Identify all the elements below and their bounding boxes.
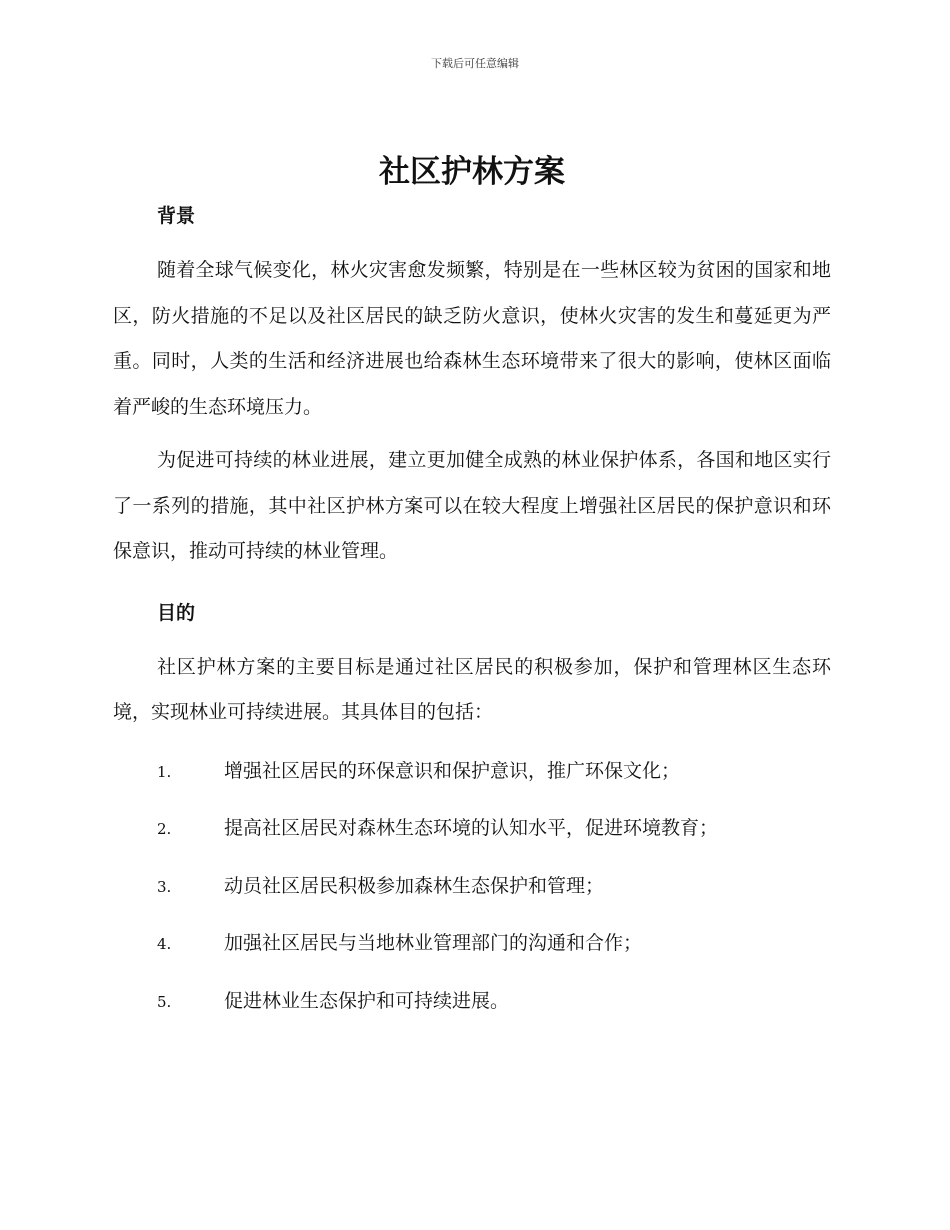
list-item-text: 增强社区居民的环保意识和保护意识，推广环保文化； bbox=[224, 759, 681, 782]
list-item bbox=[113, 756, 831, 814]
list-item-text: 提高社区居民对森林生态环境的认知水平，促进环境教育； bbox=[224, 817, 719, 839]
list-item-text: 加强社区居民与当地林业管理部门的沟通和合作； bbox=[224, 932, 643, 954]
background-paragraph: 随着全球气候变化，林火灾害愈发频繁，特别是在一些林区较为贫困的国家和地区，防火措施的不足以及社区居民的缺乏防火意识，使林火灾害的发生和蔓延更为严重。同时，人类的生活和经济进展也给森林生态环境带来了很大的影响，使林区面临着严峻的生态环境压力。 bbox=[113, 259, 831, 418]
list-item bbox=[113, 986, 831, 1044]
section-heading-background: 背景 bbox=[157, 205, 196, 227]
background-paragraph: 为促进可持续的林业进展，建立更加健全成熟的林业保护体系，各国和地区实行了一系列的措施，其中社区护林方案可以在较大程度上增强社区居民的保护意识和环保意识，推动可持续的林业管理。 bbox=[113, 449, 831, 562]
list-item-text: 动员社区居民积极参加森林生态保护和管理； bbox=[224, 874, 605, 897]
header-note: 下载后可任意编辑 bbox=[431, 57, 519, 70]
document-body bbox=[113, 150, 831, 1043]
purpose-list bbox=[113, 756, 831, 1044]
section-heading-purpose: 目的 bbox=[157, 601, 196, 624]
list-item-text: 促进林业生态保护和可持续进展。 bbox=[224, 989, 510, 1012]
purpose-paragraph: 社区护林方案的主要目标是通过社区居民的积极参加，保护和管理林区生态环境，实现林业可持续进展。其具体目的包括： bbox=[113, 655, 831, 723]
list-item bbox=[113, 871, 831, 929]
list-item-number: 1. bbox=[157, 762, 172, 781]
list-item-number: 3. bbox=[157, 877, 172, 896]
document-title: 社区护林方案 bbox=[379, 154, 565, 190]
list-item-number: 2. bbox=[157, 820, 172, 838]
list-item bbox=[113, 813, 831, 871]
list-item-number: 4. bbox=[157, 935, 172, 953]
list-item-number: 5. bbox=[157, 992, 172, 1011]
list-item bbox=[113, 928, 831, 986]
